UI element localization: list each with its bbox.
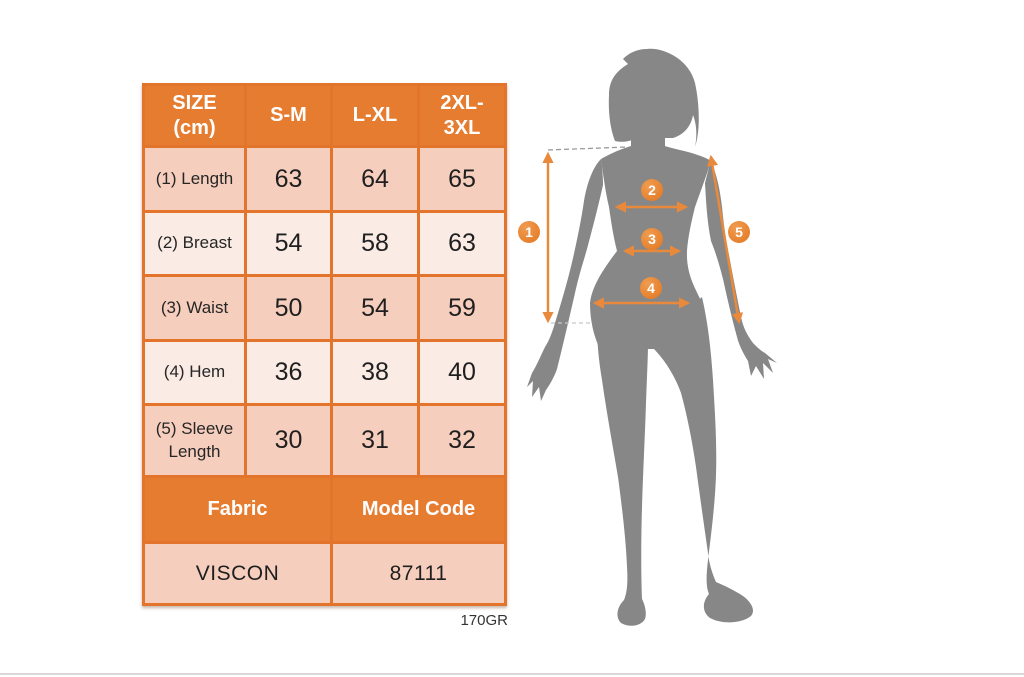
row-label-breast: (2) Breast — [145, 213, 244, 274]
row-label-hem: (4) Hem — [145, 342, 244, 403]
row-label-sleeve: (5) Sleeve Length — [145, 406, 244, 475]
cell-sleeve-2xl3xl: 32 — [420, 406, 504, 475]
cell-length-lxl: 64 — [333, 148, 417, 210]
cell-length-2xl3xl: 65 — [420, 148, 504, 210]
measure-marker-4: 4 — [640, 277, 662, 299]
fabric-value: VISCON — [145, 544, 330, 603]
measure-marker-2: 2 — [641, 179, 663, 201]
shoulder-dashed-line — [548, 147, 627, 150]
model-code-header: Model Code — [333, 478, 504, 541]
cell-length-sm: 63 — [247, 148, 330, 210]
measure-marker-5: 5 — [728, 221, 750, 243]
row-label-length: (1) Length — [145, 148, 244, 210]
column-header-2xl3xl-label: 2XL-3XL — [440, 91, 484, 139]
column-header-lxl-label: L-XL — [352, 104, 398, 126]
measure-marker-3: 3 — [641, 228, 663, 250]
cell-waist-sm: 50 — [247, 277, 330, 339]
column-header-size-label: SIZE (cm) — [172, 91, 217, 139]
column-header-lxl — [333, 86, 417, 145]
cell-sleeve-lxl: 31 — [333, 406, 417, 475]
cell-hem-sm: 36 — [247, 342, 330, 403]
cell-breast-sm: 54 — [247, 213, 330, 274]
cell-breast-lxl: 58 — [333, 213, 417, 274]
fabric-header: Fabric — [145, 478, 330, 541]
size-chart-table — [142, 83, 507, 606]
column-header-2xl3xl — [420, 86, 504, 145]
column-header-size — [145, 86, 244, 145]
cell-waist-lxl: 54 — [333, 277, 417, 339]
bottom-divider — [0, 673, 1024, 675]
cell-hem-lxl: 38 — [333, 342, 417, 403]
cell-sleeve-sm: 30 — [247, 406, 330, 475]
model-code-value: 87111 — [333, 544, 504, 603]
measurement-diagram — [505, 35, 835, 635]
weight-note: 170GR — [460, 612, 508, 629]
cell-breast-2xl3xl: 63 — [420, 213, 504, 274]
column-header-sm-label: S-M — [270, 104, 307, 126]
measure-marker-1: 1 — [518, 221, 540, 243]
cell-hem-2xl3xl: 40 — [420, 342, 504, 403]
woman-silhouette — [527, 49, 777, 626]
column-header-sm — [247, 86, 330, 145]
cell-waist-2xl3xl: 59 — [420, 277, 504, 339]
row-label-waist: (3) Waist — [145, 277, 244, 339]
